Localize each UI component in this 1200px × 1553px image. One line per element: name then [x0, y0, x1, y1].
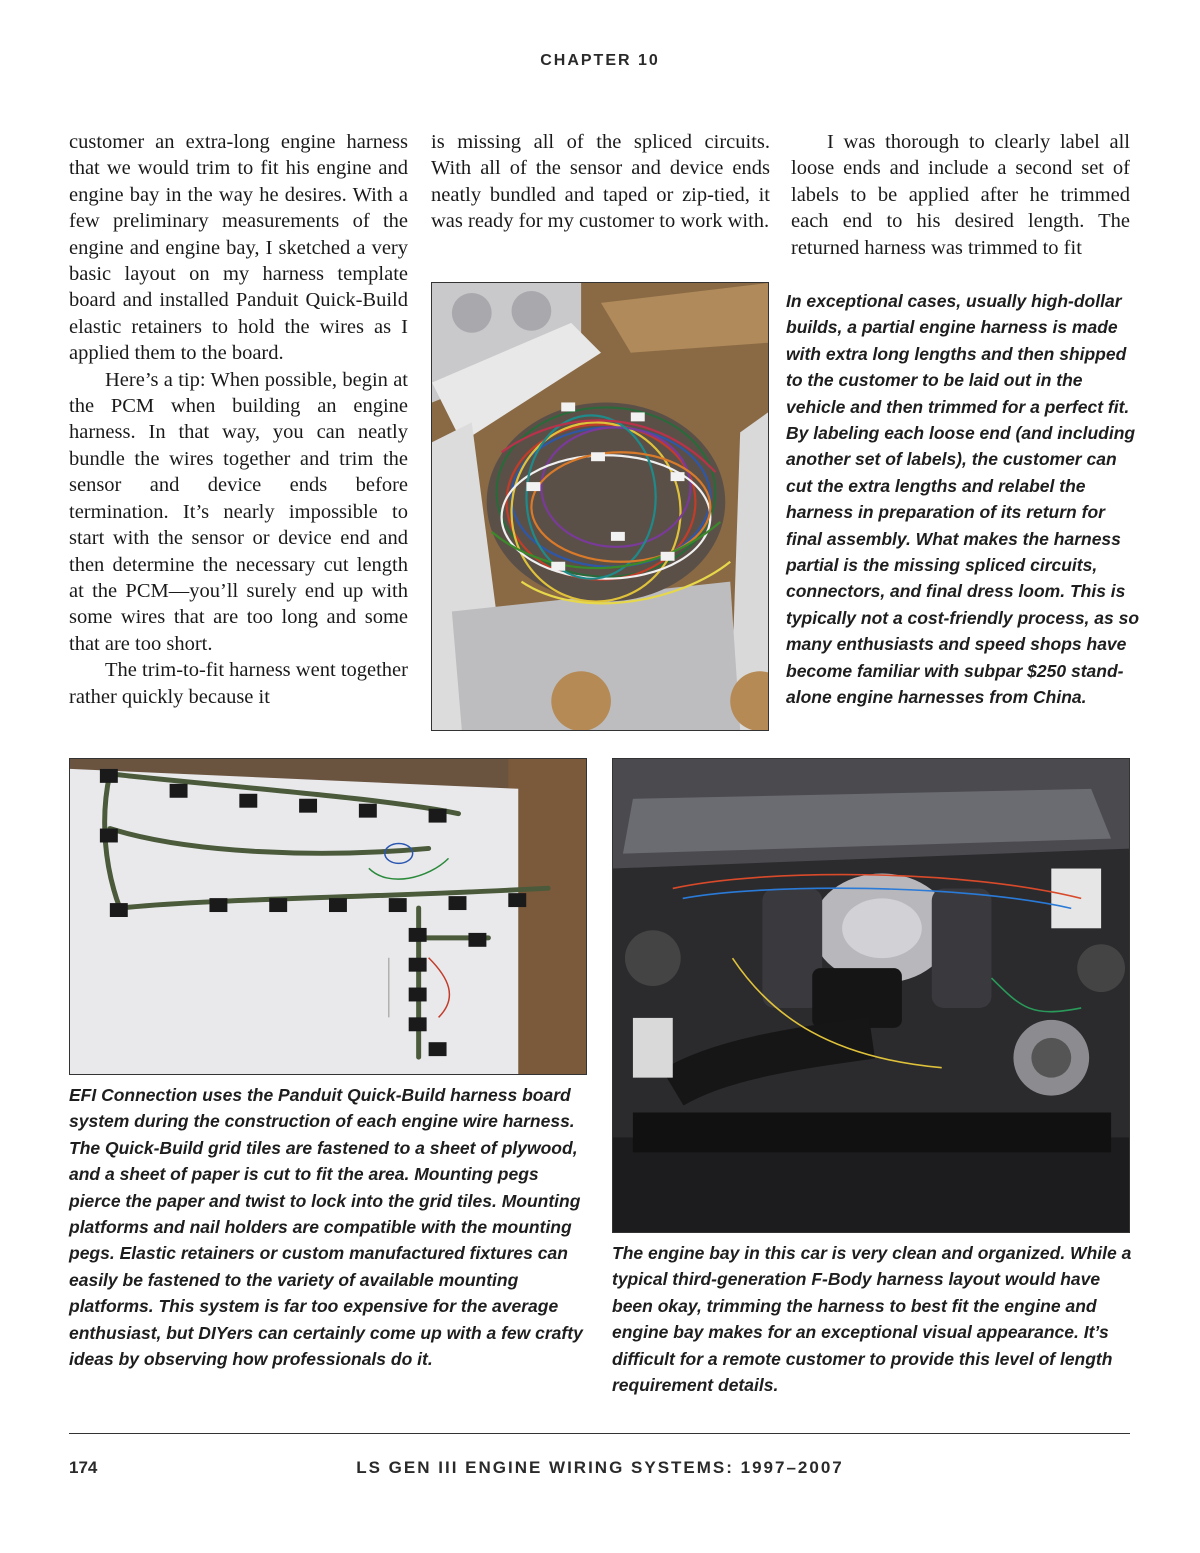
chapter-header: CHAPTER 10 — [540, 52, 660, 69]
page-number: 174 — [69, 1458, 98, 1477]
engine-bay-image — [613, 759, 1129, 1232]
caption-harness-board: EFI Connection uses the Panduit Quick-Build harness board system during the construction of each engine wire harness. The Quick-Build grid tiles are fastened to a sheet of plywood, and a sheet of paper is cut to fit the area. Mounting pegs pierce the paper and twist to lock into the grid tiles. Mounting platforms and nail holders are compatible with the mounting pegs. Elastic retainers or custom manufactured fixtures can easily be fastened to the variety of available mounting platforms. This system is far too expensive for the average enthusiast, but DIYers can certainly come up with a few crafty ideas by observing how professionals do it. — [69, 1085, 583, 1370]
paragraph: The trim-to-fit harness went together rather quickly because it — [69, 659, 408, 708]
caption-engine-bay: The engine bay in this car is very clean and organized. While a typical third-generation F-Body harness layout would have been okay, trimming the harness to best fit the engine and engine bay makes for an exceptional visual appearance. It’s difficult for a remote customer to provide this level of length requirement details. — [612, 1243, 1132, 1396]
body-column-1 — [69, 129, 408, 710]
body-column-2 — [431, 129, 770, 235]
caption-harness-box: In exceptional cases, usually high-dollar builds, a partial engine harness is made with extra long lengths and then shipped to the customer to be laid out in the vehicle and then trimmed for a perfect fit. By labeling each loose end (and including another set of labels), the customer can cut the extra lengths and relabel the harness in preparation of its return for final assembly. What makes the harness partial is the missing spliced circuits, connectors, and final dress loom. This is typically not a cost-friendly process, as so many enthusiasts and speed shops have become familiar with subpar $250 stand-alone engine harnesses from China. — [786, 291, 1140, 708]
book-title: LS GEN III ENGINE WIRING SYSTEMS: 1997–2007 — [356, 1458, 844, 1477]
harness-in-box-photo — [431, 282, 769, 731]
harness-board-image — [70, 759, 586, 1074]
paragraph: I was thorough to clearly label all loose ends and include a second set of labels to be applied after he trimmed each end to his desired length. The returned harness was trimmed to fit — [791, 131, 1130, 259]
paragraph: is missing all of the spliced circuits. With all of the sensor and device ends neatly bundled and taped or zip-tied, it was ready for my customer to work with. — [431, 131, 770, 233]
footer-rule — [69, 1433, 1130, 1434]
paragraph: Here’s a tip: When possible, begin at the PCM when building an engine harness. In that way, you can neatly bundle the wires together and trim the sensor and device ends before termination. It’s nearly impossible to start with the sensor or device end and then determine the necessary cut length at the PCM—you’ll surely end up with some wires that are too long and some that are too short. — [69, 368, 408, 655]
harness-board-photo — [69, 758, 587, 1075]
engine-bay-photo — [612, 758, 1130, 1233]
paragraph: customer an extra-long engine harness that we would trim to fit his engine and engine bay in the way he desires. With a few preliminary measurements of the engine and engine bay, I sketched a very basic layout on my harness template board and installed Panduit Quick-Build elastic retainers to hold the wires as I applied them to the board. — [69, 131, 408, 365]
body-column-3 — [791, 129, 1130, 261]
harness-in-box-image — [432, 283, 768, 730]
